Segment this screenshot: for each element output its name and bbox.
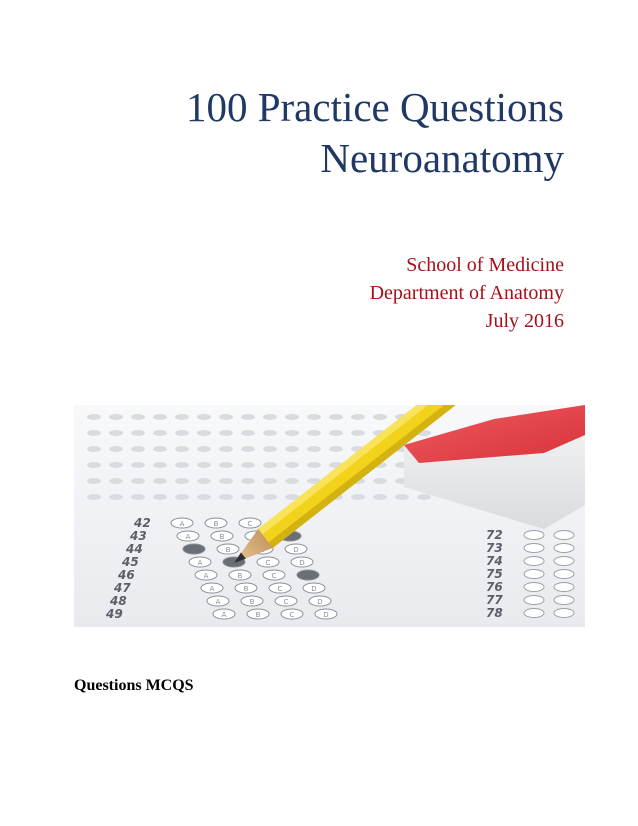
faded-bubble (241, 414, 255, 420)
question-number: 76 (486, 580, 503, 594)
faded-bubble (219, 462, 233, 468)
faded-bubble (197, 462, 211, 468)
answer-bubble (554, 570, 574, 579)
bubble-letter: C (265, 559, 271, 567)
answer-bubble (183, 544, 205, 554)
bubble-letter: D (293, 546, 299, 554)
faded-bubble (241, 462, 255, 468)
faded-bubble (307, 414, 321, 420)
faded-bubble (285, 446, 299, 452)
bubble-letter: A (179, 520, 185, 528)
faded-bubble (153, 430, 167, 436)
faded-bubble (351, 414, 365, 420)
answer-bubble (554, 531, 574, 540)
faded-bubble (307, 430, 321, 436)
faded-bubble (131, 494, 145, 500)
bubble-letter: C (271, 572, 277, 580)
answer-bubble (524, 544, 544, 553)
faded-bubble (329, 414, 343, 420)
question-number: 74 (486, 554, 503, 568)
answer-bubble (554, 557, 574, 566)
faded-bubble (285, 414, 299, 420)
bubble-letter: A (221, 611, 227, 619)
question-number: 47 (114, 581, 131, 595)
question-number: 48 (110, 594, 127, 608)
faded-bubble (87, 478, 101, 484)
faded-bubble (197, 478, 211, 484)
faded-bubble (417, 494, 431, 500)
faded-bubble (241, 494, 255, 500)
bubble-letter: D (317, 598, 323, 606)
faded-bubble (109, 430, 123, 436)
faded-bubble (241, 478, 255, 484)
bubble-letter: D (299, 559, 305, 567)
answer-bubble (524, 609, 544, 618)
bubble-letter: A (209, 585, 215, 593)
question-number: 49 (106, 607, 123, 621)
department-name: Department of Anatomy (369, 282, 564, 304)
school-name: School of Medicine (406, 254, 564, 276)
faded-bubble (219, 478, 233, 484)
faded-bubble (109, 462, 123, 468)
bubble-letter: B (213, 520, 219, 528)
faded-bubble (153, 462, 167, 468)
faded-bubble (175, 478, 189, 484)
faded-bubble (175, 414, 189, 420)
bubble-letter: D (311, 585, 317, 593)
answer-bubble (524, 583, 544, 592)
faded-bubble (197, 414, 211, 420)
faded-bubble (175, 494, 189, 500)
faded-bubble (175, 430, 189, 436)
faded-bubble (219, 494, 233, 500)
question-number: 77 (486, 593, 503, 607)
faded-bubble (131, 446, 145, 452)
bubble-letter: B (237, 572, 243, 580)
section-label: Questions MCQS (74, 677, 194, 694)
faded-bubble (131, 462, 145, 468)
bubble-letter: A (203, 572, 209, 580)
bubble-letter: B (219, 533, 225, 541)
answer-bubble (524, 557, 544, 566)
question-number: 78 (486, 606, 503, 620)
bubble-letter: B (243, 585, 249, 593)
question-number: 43 (130, 529, 147, 543)
faded-bubble (285, 430, 299, 436)
bubble-letter: B (255, 611, 261, 619)
faded-bubble (241, 430, 255, 436)
faded-bubble (307, 462, 321, 468)
faded-bubble (373, 494, 387, 500)
faded-bubble (109, 446, 123, 452)
faded-bubble (131, 478, 145, 484)
faded-bubble (219, 430, 233, 436)
bubble-letter: B (225, 546, 231, 554)
faded-bubble (197, 494, 211, 500)
faded-bubble (109, 494, 123, 500)
faded-bubble (197, 446, 211, 452)
faded-bubble (131, 430, 145, 436)
faded-bubble (87, 430, 101, 436)
question-number: 44 (126, 542, 143, 556)
publication-date: July 2016 (485, 310, 564, 332)
bubble-letter: C (277, 585, 283, 593)
faded-bubble (153, 446, 167, 452)
answer-bubble (554, 596, 574, 605)
faded-bubble (263, 430, 277, 436)
faded-bubble (329, 446, 343, 452)
faded-bubble (395, 494, 409, 500)
faded-bubble (285, 462, 299, 468)
faded-bubble (373, 414, 387, 420)
faded-bubble (87, 446, 101, 452)
bubble-letter: A (185, 533, 191, 541)
bubble-letter: D (323, 611, 329, 619)
question-number: 45 (122, 555, 139, 569)
answer-bubble (297, 570, 319, 580)
bubble-letter: B (249, 598, 255, 606)
faded-bubble (197, 430, 211, 436)
answer-bubble (524, 531, 544, 540)
answer-bubble (554, 544, 574, 553)
faded-bubble (109, 478, 123, 484)
question-number: 75 (486, 567, 503, 581)
faded-bubble (219, 414, 233, 420)
cover-title (186, 82, 564, 184)
faded-bubble (307, 446, 321, 452)
faded-bubble (153, 494, 167, 500)
bubble-letter: C (283, 598, 289, 606)
faded-bubble (263, 462, 277, 468)
answer-sheet-illustration (74, 405, 585, 627)
faded-bubble (219, 446, 233, 452)
faded-bubble (263, 478, 277, 484)
question-number: 72 (486, 528, 503, 542)
faded-bubble (241, 446, 255, 452)
answer-sheet-photo (74, 405, 585, 627)
faded-bubble (329, 430, 343, 436)
faded-bubble (131, 414, 145, 420)
faded-bubble (351, 430, 365, 436)
answer-bubble (554, 583, 574, 592)
answer-bubble (554, 609, 574, 618)
question-number: 73 (486, 541, 503, 555)
faded-bubble (109, 414, 123, 420)
faded-bubble (87, 494, 101, 500)
bubble-letter: A (197, 559, 203, 567)
question-number: 42 (134, 516, 151, 530)
bubble-letter: A (215, 598, 221, 606)
answer-bubble (524, 570, 544, 579)
faded-bubble (263, 446, 277, 452)
cover-subtitle-block (370, 251, 564, 335)
question-number: 46 (118, 568, 135, 582)
faded-bubble (373, 478, 387, 484)
faded-bubble (263, 414, 277, 420)
answer-bubble (524, 596, 544, 605)
faded-bubble (87, 462, 101, 468)
faded-bubble (153, 414, 167, 420)
title-line-2: Neuroanatomy (320, 135, 564, 181)
faded-bubble (351, 494, 365, 500)
bubble-letter: C (247, 520, 253, 528)
faded-bubble (175, 462, 189, 468)
faded-bubble (285, 478, 299, 484)
faded-bubble (175, 446, 189, 452)
bubble-letter: C (289, 611, 295, 619)
faded-bubble (153, 478, 167, 484)
title-line-1: 100 Practice Questions (185, 84, 564, 130)
faded-bubble (87, 414, 101, 420)
faded-bubble (263, 494, 277, 500)
